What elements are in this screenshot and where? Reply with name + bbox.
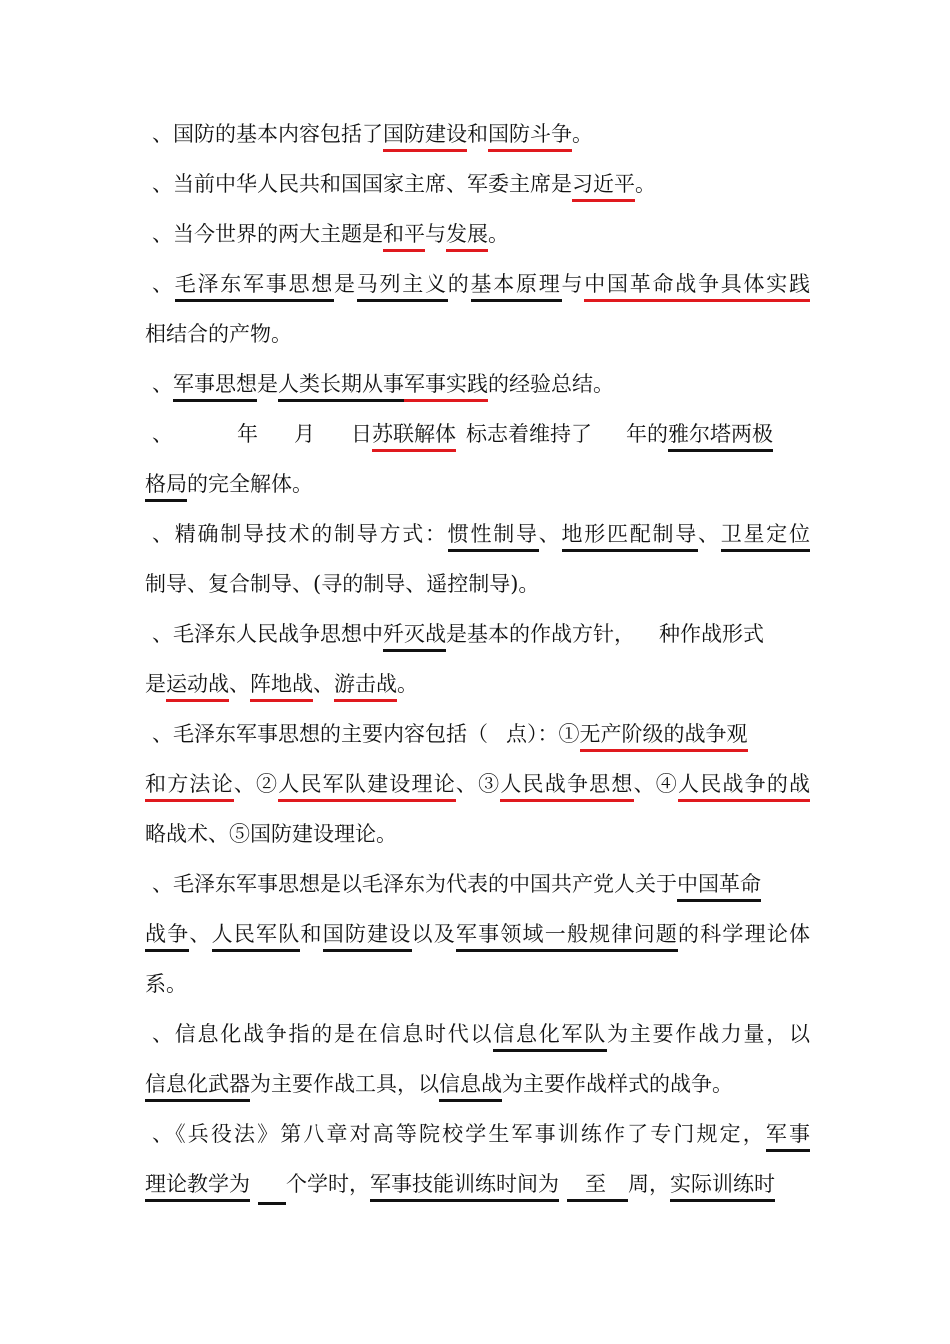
- answer-blank: 中国革命战争具体实践: [584, 272, 810, 302]
- answer-blank: 人民战争的战: [678, 772, 810, 802]
- answer-blank: 实际训练时: [670, 1172, 775, 1202]
- answer-blank: 习近平: [572, 172, 635, 202]
- answer-blank: 格局: [145, 472, 187, 502]
- answer-blank: 无产阶级的战争观: [580, 722, 748, 752]
- answer-blank: 中国革命: [677, 872, 761, 902]
- answer-blank: 基本原理: [471, 272, 562, 302]
- answer-blank: 人民军队建设理论: [278, 772, 456, 802]
- item-12-cont: 理论教学为 个学时，军事技能训练时间为 至 周，实际训练时: [145, 1169, 810, 1205]
- item-6: 、 年 月 日苏联解体 标志着维持了 年的雅尔塔两极: [152, 419, 817, 449]
- answer-blank: 信息化武器: [145, 1072, 250, 1102]
- answer-blank: 苏联解体: [372, 422, 456, 452]
- answer-blank: 国防建设: [323, 922, 412, 952]
- item-1: 、国防的基本内容包括了国防建设和国防斗争。: [152, 119, 817, 149]
- item-11-cont: 信息化武器为主要作战工具，以信息战为主要作战样式的战争。: [145, 1069, 810, 1099]
- item-3: 、当今世界的两大主题是和平与发展。: [152, 219, 817, 249]
- answer-blank: 卫星定位: [721, 522, 810, 552]
- answer-blank: 军事思想: [173, 372, 257, 402]
- answer-blank: 信息化军队: [493, 1022, 607, 1052]
- item-10-cont-1: 战争、人民军队和国防建设以及军事领域一般规律问题的科学理论体: [145, 919, 810, 949]
- item-11: 、信息化战争指的是在信息时代以信息化军队为主要作战力量，以: [152, 1019, 810, 1049]
- item-7-cont: 制导、复合制导、(寻的制导、遥控制导)。: [145, 572, 540, 596]
- answer-blank: 理论教学为: [145, 1172, 250, 1202]
- answer-blank: 和方法论: [145, 772, 234, 802]
- answer-blank: 军事实践: [404, 372, 488, 402]
- answer-blank: 国防斗争: [488, 122, 572, 152]
- answer-blank: 军事: [766, 1122, 810, 1152]
- answer-blank: 军事领域一般规律问题: [456, 922, 678, 952]
- item-9-cont-2: 略战术、⑤国防建设理论。: [145, 822, 397, 846]
- item-4: 、毛泽东军事思想是马列主义的基本原理与中国革命战争具体实践: [152, 269, 810, 299]
- answer-blank: 人类长期从事: [278, 372, 404, 402]
- item-8-cont: 是运动战、阵地战、游击战。: [145, 669, 810, 699]
- item-7: 、精确制导技术的制导方式：惯性制导、地形匹配制导、卫星定位: [152, 519, 810, 549]
- item-10: 、毛泽东军事思想是以毛泽东为代表的中国共产党人关于中国革命: [152, 869, 817, 899]
- answer-blank: 发展: [446, 222, 488, 252]
- answer-blank: 地形匹配制导: [562, 522, 699, 552]
- item-10-cont-2: 系。: [145, 972, 187, 996]
- item-9-cont-1: 和方法论、②人民军队建设理论、③人民战争思想、④人民战争的战: [145, 769, 810, 799]
- answer-blank: 至: [567, 1172, 628, 1202]
- answer-blank: 毛泽东军事思想: [175, 272, 334, 302]
- answer-blank: 运动战: [166, 672, 229, 702]
- answer-blank: 游击战: [334, 672, 397, 702]
- answer-blank: 信息战: [439, 1072, 502, 1102]
- item-4-cont: 相结合的产物。: [145, 322, 292, 346]
- empty-blank: [258, 1169, 286, 1205]
- answer-blank: 马列主义: [357, 272, 448, 302]
- item-9: 、毛泽东军事思想的主要内容包括（ 点）：①无产阶级的战争观: [152, 719, 817, 749]
- answer-blank: 人民战争思想: [500, 772, 633, 802]
- item-12: 、《兵役法》第八章对高等院校学生军事训练作了专门规定，军事: [152, 1119, 810, 1149]
- answer-blank: 雅尔塔两极: [668, 422, 773, 452]
- answer-blank: 战争: [145, 922, 189, 952]
- item-6-cont: 格局的完全解体。: [145, 469, 810, 499]
- answer-blank: 国防建设: [383, 122, 467, 152]
- item-2: 、当前中华人民共和国国家主席、军委主席是习近平。: [152, 169, 817, 199]
- answer-blank: 阵地战: [250, 672, 313, 702]
- answer-blank: 人民军队: [212, 922, 301, 952]
- item-8: 、毛泽东人民战争思想中歼灭战是基本的作战方针， 种作战形式: [152, 619, 817, 649]
- answer-blank: 军事技能训练时间为: [370, 1172, 559, 1202]
- answer-blank: 和平: [383, 222, 425, 252]
- answer-blank: 惯性制导: [448, 522, 539, 552]
- answer-blank: 歼灭战: [383, 622, 446, 652]
- item-5: 、军事思想是人类长期从事军事实践的经验总结。: [152, 369, 817, 399]
